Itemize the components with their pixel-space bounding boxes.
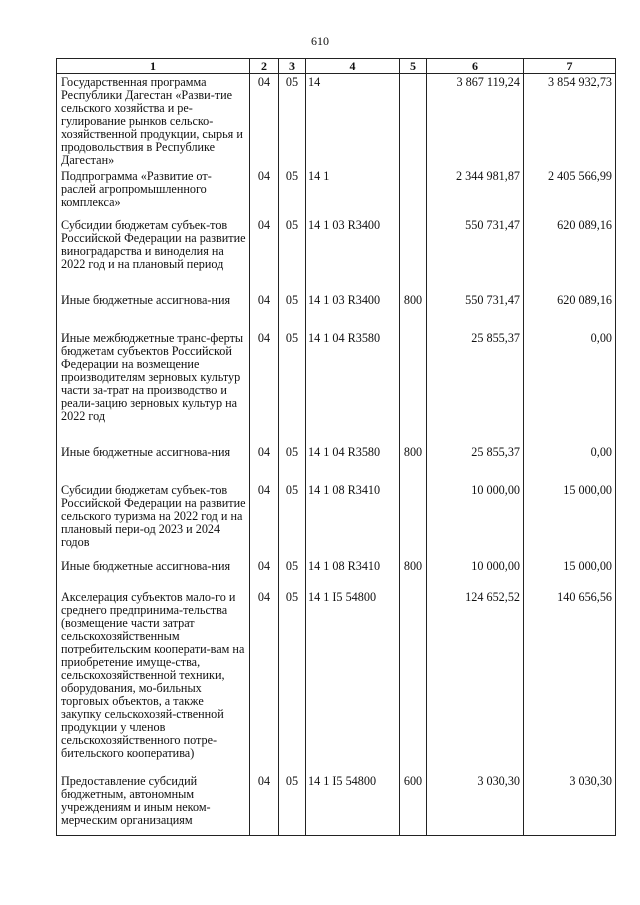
row-amount-col6: 3 867 119,24 [427,74,524,169]
row-target-code: 14 [306,74,400,169]
row-name: Иные бюджетные ассигнова-ния [57,558,250,589]
row-target-code: 14 1 03 R3400 [306,217,400,292]
row-subsection: 05 [279,773,306,836]
header-col-6: 6 [427,59,524,74]
header-col-1: 1 [57,59,250,74]
row-amount-col7: 2 405 566,99 [524,168,616,217]
row-expense-type [400,482,427,558]
page-number: 610 [311,34,329,48]
row-section: 04 [250,74,279,169]
row-subsection: 05 [279,74,306,169]
row-expense-type [400,589,427,773]
row-subsection: 05 [279,589,306,773]
budget-table [56,58,615,836]
table-row [57,330,616,444]
row-target-code: 14 1 08 R3410 [306,482,400,558]
row-section: 04 [250,217,279,292]
row-name: Подпрограмма «Развитие от-раслей агропромышленного комплекса» [57,168,250,217]
row-target-code: 14 1 [306,168,400,217]
row-name: Иные бюджетные ассигнова-ния [57,292,250,330]
row-subsection: 05 [279,558,306,589]
row-amount-col7: 140 656,56 [524,589,616,773]
table-row [57,482,616,558]
row-name: Субсидии бюджетам субъек-тов Российской Федерации на развитие сельского туризма на 2022 год и на плановый пери-од 2023 и 2024 годов [57,482,250,558]
table-header-row [57,59,616,74]
row-subsection: 05 [279,330,306,444]
row-subsection: 05 [279,168,306,217]
table-row [57,292,616,330]
row-target-code: 14 1 03 R3400 [306,292,400,330]
row-section: 04 [250,292,279,330]
row-target-code: 14 1 04 R3580 [306,330,400,444]
header-col-4: 4 [306,59,400,74]
row-subsection: 05 [279,217,306,292]
row-amount-col6: 550 731,47 [427,217,524,292]
row-amount-col6: 2 344 981,87 [427,168,524,217]
table-row [57,558,616,589]
row-section: 04 [250,589,279,773]
row-amount-col6: 124 652,52 [427,589,524,773]
table-row [57,444,616,482]
table-row [57,217,616,292]
row-amount-col6: 10 000,00 [427,482,524,558]
row-expense-type [400,330,427,444]
row-subsection: 05 [279,292,306,330]
row-target-code: 14 1 I5 54800 [306,773,400,836]
table-row [57,773,616,836]
row-name: Иные бюджетные ассигнова-ния [57,444,250,482]
row-section: 04 [250,444,279,482]
row-amount-col7: 620 089,16 [524,292,616,330]
table-row [57,74,616,169]
row-target-code: 14 1 04 R3580 [306,444,400,482]
row-name: Предоставление субсидий бюджетным, автономным учреждениям и иным неком-мерческим организациям [57,773,250,836]
row-expense-type: 800 [400,444,427,482]
row-name: Иные межбюджетные транс-ферты бюджетам субъектов Российской Федерации на возмещение производителям зерновых культур части за-трат на производство и реали-зацию зерновых культур на 2022 год [57,330,250,444]
row-section: 04 [250,330,279,444]
row-section: 04 [250,773,279,836]
table-row [57,168,616,217]
row-amount-col6: 550 731,47 [427,292,524,330]
row-amount-col7: 0,00 [524,444,616,482]
header-col-7: 7 [524,59,616,74]
row-amount-col6: 10 000,00 [427,558,524,589]
row-expense-type: 800 [400,292,427,330]
row-name: Государственная программа Республики Дагестан «Разви-тие сельского хозяйства и ре-гулирование рынков сельско-хозяйственной продукции, сырья и продовольствия в Республике Дагестан» [57,74,250,169]
row-name: Субсидии бюджетам субъек-тов Российской Федерации на развитие виноградарства и виноделия на 2022 год и на плановый период [57,217,250,292]
header-col-5: 5 [400,59,427,74]
row-target-code: 14 1 08 R3410 [306,558,400,589]
header-col-3: 3 [279,59,306,74]
row-section: 04 [250,482,279,558]
row-section: 04 [250,168,279,217]
row-subsection: 05 [279,444,306,482]
row-amount-col7: 3 854 932,73 [524,74,616,169]
row-amount-col7: 620 089,16 [524,217,616,292]
row-amount-col6: 25 855,37 [427,444,524,482]
row-amount-col7: 3 030,30 [524,773,616,836]
row-amount-col7: 15 000,00 [524,558,616,589]
row-amount-col6: 25 855,37 [427,330,524,444]
row-amount-col6: 3 030,30 [427,773,524,836]
row-expense-type [400,217,427,292]
header-col-2: 2 [250,59,279,74]
row-subsection: 05 [279,482,306,558]
row-expense-type: 800 [400,558,427,589]
row-expense-type: 600 [400,773,427,836]
row-expense-type [400,168,427,217]
row-expense-type [400,74,427,169]
row-amount-col7: 15 000,00 [524,482,616,558]
table-row [57,589,616,773]
row-target-code: 14 1 I5 54800 [306,589,400,773]
row-section: 04 [250,558,279,589]
row-amount-col7: 0,00 [524,330,616,444]
row-name: Акселерация субъектов мало-го и среднего предпринима-тельства (возмещение части затрат сельскохозяйственным потребительским кооперати-вам на приобретение имуще-ства, сельскохозяйственной техники, оборудования, мо-бильных торговых объектов, а также закупку сельскохозяй-ственной продукции у членов сельскохозяйственного потре-бительского кооператива) [57,589,250,773]
